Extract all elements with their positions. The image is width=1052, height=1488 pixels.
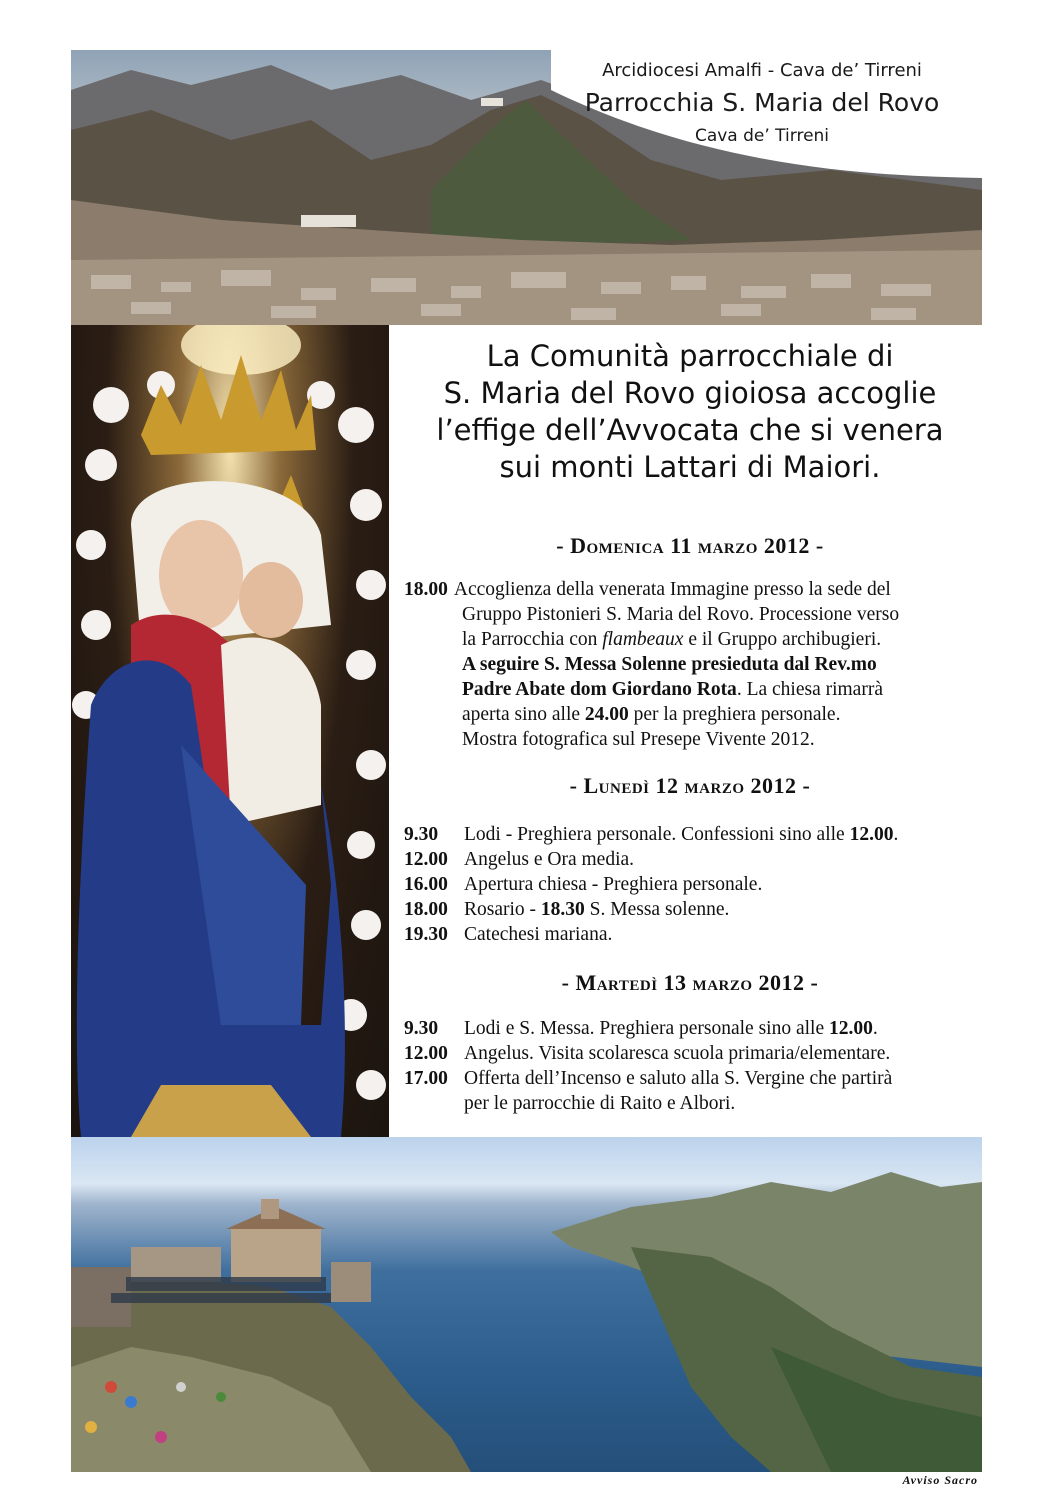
schedule-sunday [404,577,986,752]
event-time: 19.30 [404,924,448,945]
event-text-part: per le parrocchie di Raito e Albori. [464,1093,736,1114]
event-text-italic: flambeaux [602,629,684,650]
event-text [464,822,986,847]
intro-line: S. Maria del Rovo gioiosa accoglie [443,376,937,410]
day-heading-prefix: - [561,970,576,995]
day-heading-suffix: - [796,773,811,798]
day-heading-prefix: - [569,773,584,798]
schedule-entry [404,1016,986,1041]
event-text-part: . [872,1018,878,1039]
schedule-entry [404,1041,986,1066]
event-text-continued [404,627,986,652]
event-text: Angelus. Visita scolaresca scuola primaria/elementare. [464,1043,891,1064]
event-time: 16.00 [404,874,448,895]
event-text: la Parrocchia con [462,629,603,650]
event-text-bold: 12.00 [849,824,894,845]
intro-line: sui monti Lattari di Maiori. [499,450,881,484]
day-heading-prefix: - [556,533,571,558]
event-time: 9.30 [404,1018,439,1039]
event-text-bold: 12.00 [829,1018,873,1039]
madonna-statue-photo [71,325,389,1137]
event-text: per la preghiera personale. [628,704,841,725]
schedule-tuesday [404,1016,986,1116]
event-time: 17.00 [404,1068,448,1089]
schedule-entry [404,922,986,947]
event-text: Angelus e Ora media. [464,849,635,870]
event-text: . La chiesa rimarrà [736,679,883,700]
sanctuary-coast-photo [71,1137,982,1472]
diocese-name: Arcidiocesi Amalfi - Cava de’ Tirreni [602,60,922,81]
event-text: Accoglienza della venerata Immagine presso la sede del [453,579,891,600]
event-time: 18.00 [404,579,448,600]
event-time: 12.00 [404,1043,448,1064]
footer-note: Avviso Sacro [902,1473,978,1487]
event-text-part: Offerta dell’Incenso e saluto alla S. Vergine che partirà [464,1068,893,1089]
day-name: Domenica [570,533,665,558]
city-name: Cava de’ Tirreni [694,126,830,146]
event-text-continued [404,702,986,727]
event-text-bold: A seguire S. Messa Solenne presieduta dal Rev.mo [462,654,877,675]
event-text-bold: Padre Abate dom Giordano Rota [462,679,737,700]
event-text: e il Gruppo archibugieri. [683,629,882,650]
day-date: 12 marzo 2012 [649,773,797,798]
event-text-continued: Mostra fotografica sul Presepe Vivente 2012. [462,729,815,750]
intro-line: La Comunità parrocchiale di [486,339,894,373]
event-text [464,1016,986,1041]
intro-announcement [400,338,980,486]
schedule-entry [404,822,986,847]
day-date: 13 marzo 2012 [657,970,805,995]
schedule-entry [404,872,986,897]
event-text-continued [404,677,986,702]
event-text: Apertura chiesa - Preghiera personale. [464,874,763,895]
event-text-part: Rosario - [464,899,541,920]
event-text-bold: 18.30 [540,899,585,920]
banner-photo-cava-mountains [71,50,982,325]
event-text-part: Lodi - Preghiera personale. Confessioni sino alle [464,824,850,845]
event-text-bold: 24.00 [584,704,629,725]
day-name: Martedì [575,970,658,995]
day-heading-tuesday [400,970,980,996]
event-text: Catechesi mariana. [464,924,613,945]
event-text: aperta sino alle [462,704,585,725]
schedule-entry [404,577,986,602]
day-date: 11 marzo 2012 [664,533,810,558]
event-time: 12.00 [404,849,448,870]
day-heading-suffix: - [804,970,819,995]
day-heading-monday [400,773,980,799]
event-text-part: S. Messa solenne. [584,899,730,920]
day-heading-suffix: - [809,533,824,558]
schedule-monday [404,822,986,947]
parish-header [542,50,982,168]
madonna-statue-illustration [71,325,389,1137]
day-heading-sunday [400,533,980,559]
event-text [464,897,986,922]
day-name: Lunedì [583,773,650,798]
event-time: 18.00 [404,899,448,920]
schedule-entry [404,897,986,922]
event-time: 9.30 [404,824,439,845]
coast-landscape-illustration [71,1137,982,1472]
schedule-entry [404,1066,986,1116]
intro-line: l’effige dell’Avvocata che si venera [436,413,944,447]
event-text-continued [404,652,986,677]
event-text-continued: Gruppo Pistonieri S. Maria del Rovo. Processione verso [462,604,900,625]
schedule-entry [404,847,986,872]
event-text-part: Lodi e S. Messa. Preghiera personale sino alle [464,1018,829,1039]
event-text-part: . [893,824,899,845]
event-text [464,1066,986,1116]
parish-name: Parrocchia S. Maria del Rovo [584,88,940,117]
